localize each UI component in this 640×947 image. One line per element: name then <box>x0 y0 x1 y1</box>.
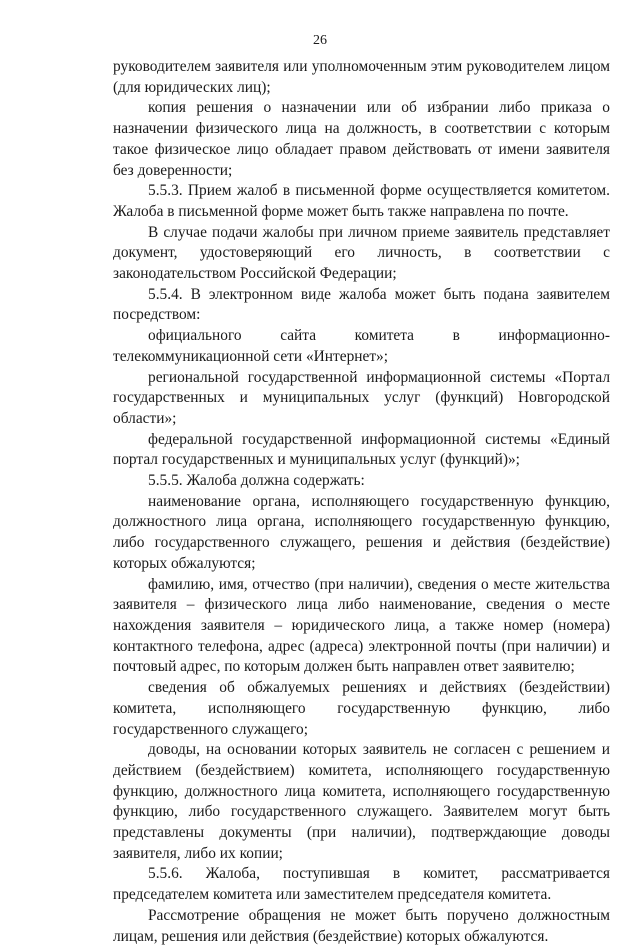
document-body <box>113 57 610 947</box>
paragraph-5-5-4: 5.5.4. В электронном виде жалоба может быть подана заявителем посредством: <box>113 285 610 324</box>
paragraph-appointment-copy: копия решения о назначении или об избрании либо приказа о назначении физического лица на должность, в соответствии с которым такое физическое лицо обладает правом действовать от имени заявителя без доверенности; <box>113 99 610 179</box>
paragraph-consideration: Рассмотрение обращения не может быть поручено должностным лицам, решения или действия (бездействие) которых обжалуются. <box>113 906 610 945</box>
paragraph-continuation: руководителем заявителя или уполномоченным этим руководителем лицом (для юридических лиц); <box>113 58 610 96</box>
paragraph-body-name: наименование органа, исполняющего государственную функцию, должностного лица органа, исполняющего государственную функцию, либо государственного служащего, решения и действия (бездействие) которых обжалуются; <box>113 492 610 572</box>
paragraph-appealed-decisions: сведения об обжалуемых решениях и действиях (бездействии) комитета, исполняющего государственную функцию, либо государственного служащего; <box>113 679 610 738</box>
paragraph-personal-reception: В случае подачи жалобы при личном приеме заявитель представляет документ, удостоверяющий его личность, в соответствии с законодательством Российской Федерации; <box>113 223 610 283</box>
paragraph-official-site: официального сайта комитета в информационно-телекоммуникационной сети «Интернет»; <box>113 327 610 365</box>
paragraph-regional-portal: региональной государственной информационной системы «Портал государственных и муниципальных услуг (функций) Новгородской области»; <box>113 368 610 427</box>
paragraph-applicant-details: фамилию, имя, отчество (при наличии), сведения о месте жительства заявителя – физического лица либо наименование, сведения о месте нахождения заявителя – юридического лица, а также номер (номера) контактного телефона, адрес (адреса) электронной почты (при наличии) и почтовый адрес, по которым должен быть направлен ответ заявителю; <box>113 575 610 676</box>
paragraph-5-5-3: 5.5.3. Прием жалоб в письменной форме осуществляется комитетом. Жалоба в письменной форме может быть также направлена по почте. <box>113 182 610 220</box>
paragraph-arguments: доводы, на основании которых заявитель не согласен с решением и действием (бездействием) комитета, исполняющего государственную функцию, должностного лица комитета, исполняющего государственную функцию, либо государственного служащего. Заявителем могут быть представлены документы (при наличии), подтверждающие доводы заявителя, либо их копии; <box>113 741 610 862</box>
paragraph-5-5-6: 5.5.6. Жалоба, поступившая в комитет, рассматривается председателем комитета или заместителем председателя комитета. <box>113 865 610 904</box>
paragraph-5-5-5: 5.5.5. Жалоба должна содержать: <box>148 472 365 490</box>
page-number: 26 <box>313 33 327 48</box>
paragraph-federal-portal: федеральной государственной информационной системы «Единый портал государственных и муниципальных услуг (функций)»; <box>113 430 610 469</box>
